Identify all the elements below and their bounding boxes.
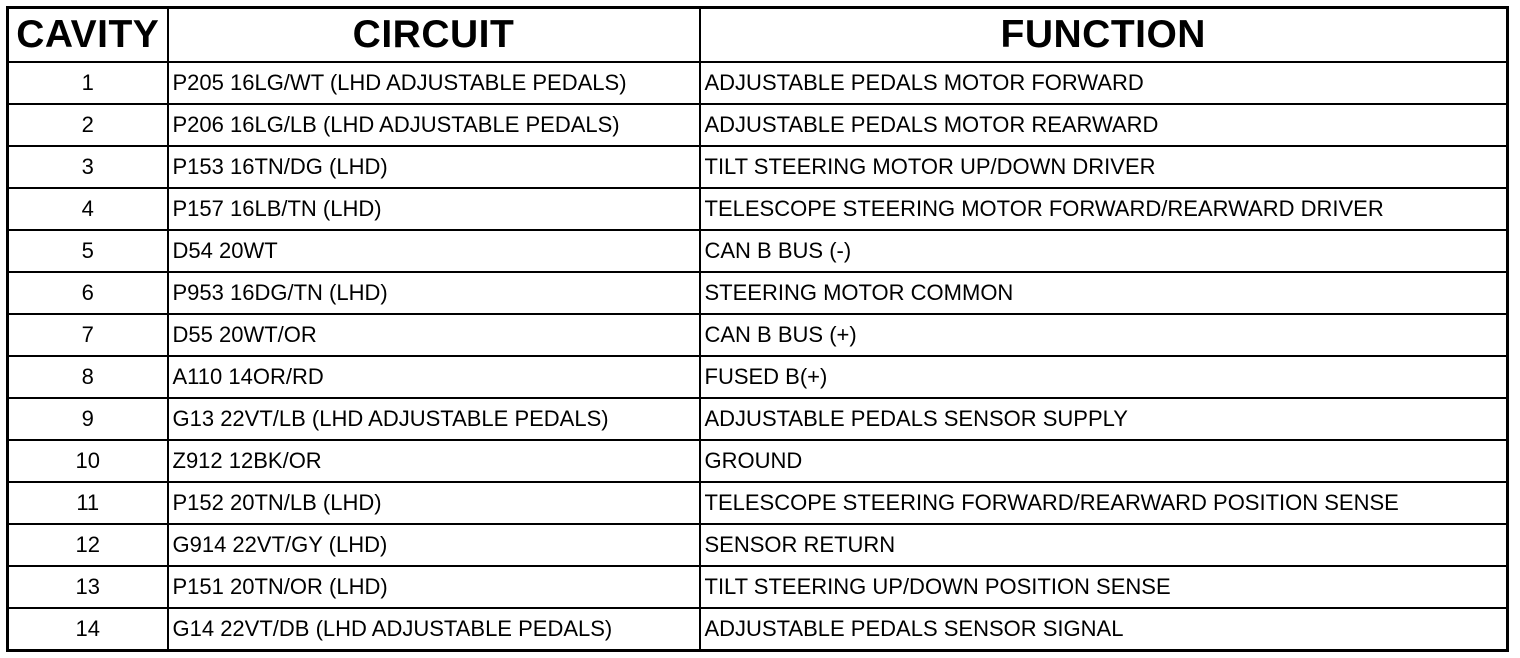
table-row [8, 356, 1508, 398]
table-row [8, 608, 1508, 651]
circuit-cell: G914 22VT/GY (LHD) [168, 524, 700, 566]
function-cell: ADJUSTABLE PEDALS SENSOR SUPPLY [700, 398, 1508, 440]
table-row [8, 440, 1508, 482]
table-header [8, 8, 1508, 63]
table-row [8, 188, 1508, 230]
function-cell: TILT STEERING UP/DOWN POSITION SENSE [700, 566, 1508, 608]
cavity-cell: 1 [8, 62, 168, 104]
cavity-cell: 11 [8, 482, 168, 524]
table-row [8, 230, 1508, 272]
circuit-cell: D55 20WT/OR [168, 314, 700, 356]
function-cell: SENSOR RETURN [700, 524, 1508, 566]
circuit-cell: A110 14OR/RD [168, 356, 700, 398]
table-row [8, 482, 1508, 524]
cavity-cell: 3 [8, 146, 168, 188]
table-row [8, 272, 1508, 314]
header-cavity: CAVITY [8, 8, 168, 63]
cavity-cell: 12 [8, 524, 168, 566]
cavity-cell: 8 [8, 356, 168, 398]
cavity-cell: 6 [8, 272, 168, 314]
cavity-cell: 9 [8, 398, 168, 440]
table-row [8, 62, 1508, 104]
header-row [8, 8, 1508, 63]
connector-pinout-table [6, 6, 1509, 652]
function-cell: TILT STEERING MOTOR UP/DOWN DRIVER [700, 146, 1508, 188]
circuit-cell: P157 16LB/TN (LHD) [168, 188, 700, 230]
circuit-cell: P152 20TN/LB (LHD) [168, 482, 700, 524]
cavity-cell: 7 [8, 314, 168, 356]
function-cell: ADJUSTABLE PEDALS SENSOR SIGNAL [700, 608, 1508, 651]
cavity-cell: 10 [8, 440, 168, 482]
function-cell: TELESCOPE STEERING FORWARD/REARWARD POSITION SENSE [700, 482, 1508, 524]
cavity-cell: 14 [8, 608, 168, 651]
circuit-cell: P205 16LG/WT (LHD ADJUSTABLE PEDALS) [168, 62, 700, 104]
table-row [8, 524, 1508, 566]
table-row [8, 566, 1508, 608]
cavity-cell: 13 [8, 566, 168, 608]
table-row [8, 398, 1508, 440]
header-function: FUNCTION [700, 8, 1508, 63]
function-cell: CAN B BUS (+) [700, 314, 1508, 356]
function-cell: GROUND [700, 440, 1508, 482]
circuit-cell: Z912 12BK/OR [168, 440, 700, 482]
table-body [8, 62, 1508, 651]
function-cell: ADJUSTABLE PEDALS MOTOR FORWARD [700, 62, 1508, 104]
circuit-cell: P151 20TN/OR (LHD) [168, 566, 700, 608]
function-cell: CAN B BUS (-) [700, 230, 1508, 272]
circuit-cell: G14 22VT/DB (LHD ADJUSTABLE PEDALS) [168, 608, 700, 651]
cavity-cell: 5 [8, 230, 168, 272]
circuit-cell: P953 16DG/TN (LHD) [168, 272, 700, 314]
function-cell: ADJUSTABLE PEDALS MOTOR REARWARD [700, 104, 1508, 146]
table-row [8, 104, 1508, 146]
cavity-cell: 2 [8, 104, 168, 146]
table-row [8, 146, 1508, 188]
function-cell: TELESCOPE STEERING MOTOR FORWARD/REARWARD DRIVER [700, 188, 1508, 230]
cavity-cell: 4 [8, 188, 168, 230]
function-cell: FUSED B(+) [700, 356, 1508, 398]
circuit-cell: D54 20WT [168, 230, 700, 272]
header-circuit: CIRCUIT [168, 8, 700, 63]
circuit-cell: G13 22VT/LB (LHD ADJUSTABLE PEDALS) [168, 398, 700, 440]
circuit-cell: P206 16LG/LB (LHD ADJUSTABLE PEDALS) [168, 104, 700, 146]
circuit-cell: P153 16TN/DG (LHD) [168, 146, 700, 188]
function-cell: STEERING MOTOR COMMON [700, 272, 1508, 314]
table-row [8, 314, 1508, 356]
